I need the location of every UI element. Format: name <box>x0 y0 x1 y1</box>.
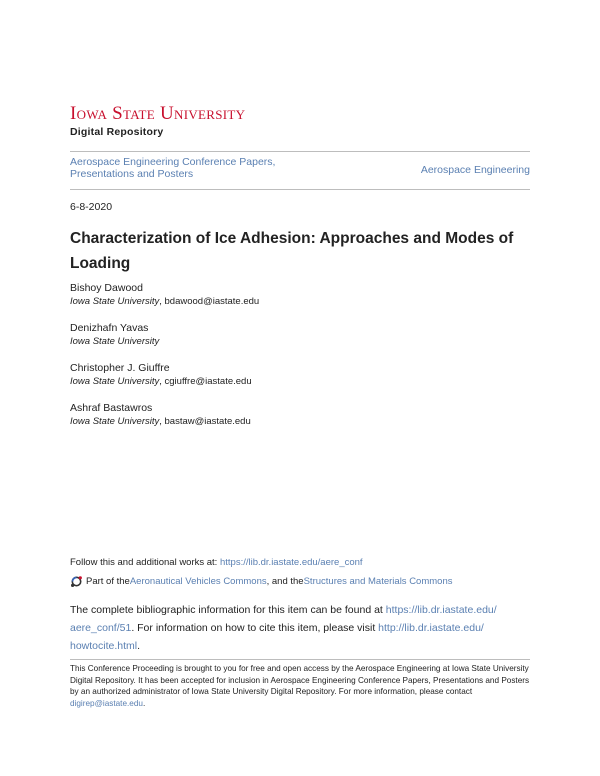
divider-footer <box>70 659 530 660</box>
author-email: , cgiuffre@iastate.edu <box>159 376 252 387</box>
howtocite-link-part-2[interactable]: howtocite.html <box>70 640 138 652</box>
divider-bottom <box>70 189 530 190</box>
series-line-1: Aerospace Engineering Conference Papers, <box>70 156 276 168</box>
structures-materials-commons-link[interactable]: Structures and Materials Commons <box>303 576 453 587</box>
author-name: Ashraf Bastawros <box>70 402 153 414</box>
divider-top <box>70 151 530 152</box>
contact-email-link[interactable]: digirep@iastate.edu <box>70 698 143 708</box>
logo-subtitle: Digital Repository <box>70 126 164 138</box>
author-affiliation <box>70 415 530 428</box>
series-line-2: Presentations and Posters <box>70 167 194 180</box>
footer-notice <box>70 663 532 709</box>
footer-text: This Conference Proceeding is brought to you for free and open access by the Aerospace Engineering at Iowa State University Digital Repository. It has been accepted for inclusion in Aerospace Engineering Conference Papers, Presentations and Posters by an authorized administrator of Iowa State University Digital Repository. For more information, please contact <box>70 664 530 696</box>
footer-end: . <box>142 698 146 708</box>
follow-line <box>70 557 363 568</box>
author-name: Bishoy Dawood <box>70 282 143 294</box>
author-institution: Iowa State University <box>70 336 160 347</box>
author-list <box>70 282 530 442</box>
aeronautical-vehicles-commons-link[interactable]: Aeronautical Vehicles Commons <box>129 576 267 587</box>
author-affiliation <box>70 295 530 308</box>
title-line-2: Loading <box>70 255 131 272</box>
biblio-text-3: . <box>137 640 141 652</box>
item-link-part-1[interactable]: https://lib.dr.iastate.edu/ <box>385 604 497 616</box>
author-entry <box>70 402 530 428</box>
biblio-text-1: The complete bibliographic information for this item can be found at <box>70 604 386 616</box>
biblio-text-2: . For information on how to cite this item, please visit <box>131 622 379 634</box>
author-name: Denizhafn Yavas <box>70 322 149 334</box>
follow-link[interactable]: https://lib.dr.iastate.edu/aere_conf <box>219 557 363 568</box>
author-affiliation <box>70 335 530 348</box>
commons-network-icon <box>70 575 83 588</box>
university-logo <box>70 104 245 138</box>
author-name: Christopher J. Giuffre <box>70 362 170 374</box>
bibliographic-info <box>70 601 532 655</box>
part-of-line <box>70 575 452 588</box>
publication-date: 6-8-2020 <box>70 201 113 213</box>
howtocite-link-part-1[interactable]: http://lib.dr.iastate.edu/ <box>378 622 484 634</box>
partof-middle: , and the <box>266 576 304 587</box>
author-entry <box>70 322 530 348</box>
follow-text: Follow this and additional works at: <box>70 557 220 568</box>
paper-title <box>70 226 530 276</box>
partof-prefix: Part of the <box>86 576 130 587</box>
author-affiliation <box>70 375 530 388</box>
department-link[interactable]: Aerospace Engineering <box>420 164 530 176</box>
author-email: , bdawood@iastate.edu <box>159 296 260 307</box>
series-link[interactable] <box>70 157 320 180</box>
title-line-1: Characterization of Ice Adhesion: Approaches and Modes of <box>70 230 514 247</box>
author-email: , bastaw@iastate.edu <box>159 416 251 427</box>
logo-wordmark: Iowa State University <box>70 103 246 124</box>
author-entry <box>70 282 530 308</box>
author-institution: Iowa State University <box>70 376 160 387</box>
author-institution: Iowa State University <box>70 416 160 427</box>
author-entry <box>70 362 530 388</box>
author-institution: Iowa State University <box>70 296 160 307</box>
item-link-part-2[interactable]: aere_conf/51 <box>70 622 132 634</box>
